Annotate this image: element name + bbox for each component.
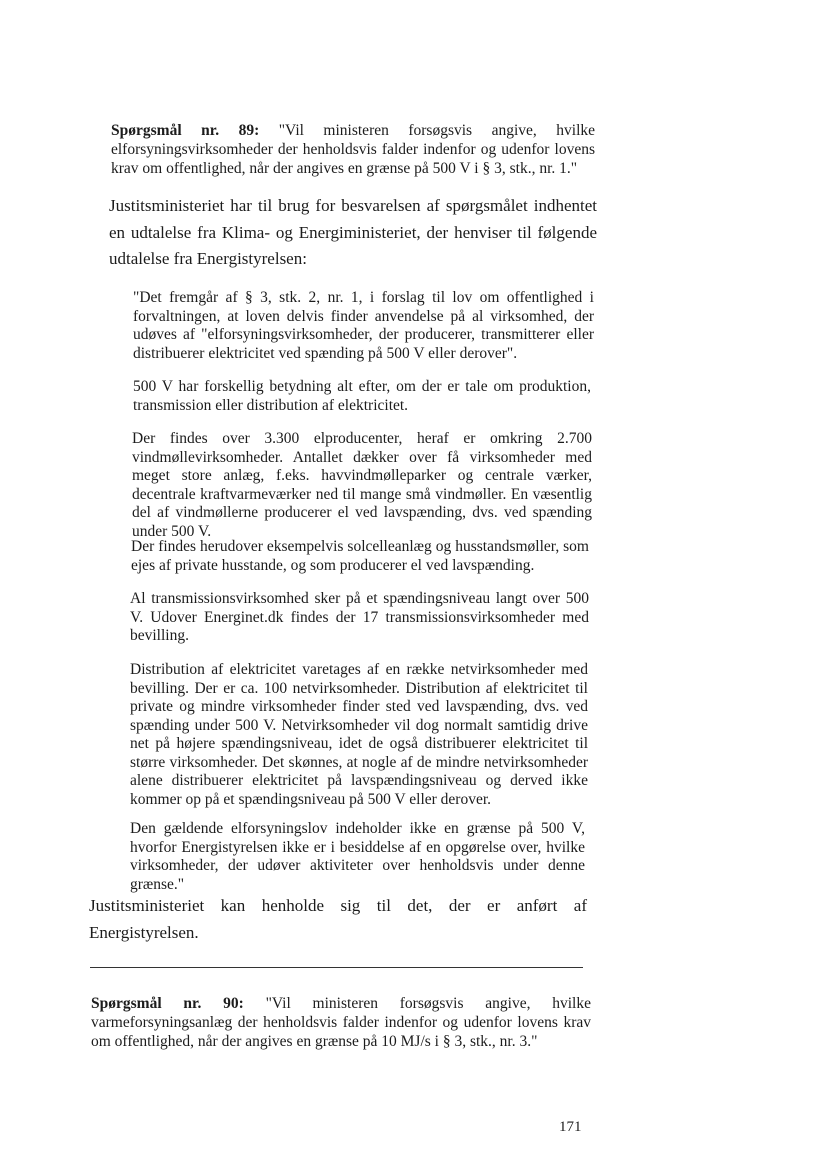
quote-paragraph: Distribution af elektricitet varetages af en række netvirksomheder med bevilling. Der er ca. 100 netvirksomheder. Distribution af elektricitet til private og mindre virksomheder finder sted ved lavspænding, dvs. ved spænding under 500 V. Netvirksomheder vil dog normalt samtidig drive net på højere spændingsniveau, idet de også distribuerer elektricitet til større virksomheder. Det skønnes, at nogle af de mindre netvirksomheder alene distribuerer elektricitet på lavspændingsniveau og derved ikke kommer op på et spændingsniveau på 500 V eller derover. <box>130 661 588 808</box>
question-90 <box>91 994 591 1051</box>
quote-paragraph: Der findes over 3.300 elproducenter, heraf er omkring 2.700 vindmøllevirksomheder. Antallet dækker over få virksomheder med meget store anlæg, f.eks. havvindmølleparker og centrale værker, decentrale kraftvarmeværker ned til mange små vindmøller. En væsentlig del af vindmøllerne producerer el ved lavspænding, dvs. ved spænding under 500 V. <box>132 430 592 540</box>
question-90-label: Spørgsmål nr. 90: <box>91 995 244 1012</box>
section-divider <box>90 967 583 968</box>
answer-intro: Justitsministeriet har til brug for besvarelsen af spørgsmålet indhentet en udtalelse fra Klima- og Energiministeriet, der henviser til følgende udtalelse fra Energistyrelsen: <box>109 196 597 268</box>
quote-paragraph: Der findes herudover eksempelvis solcelleanlæg og husstandsmøller, som ejes af private husstande, og som producerer el ved lavspænding. <box>131 538 589 574</box>
quote-paragraph: 500 V har forskellig betydning alt efter, om der er tale om produktion, transmission eller distribution af elektricitet. <box>133 378 591 414</box>
page-number: 171 <box>559 1119 582 1135</box>
question-89-label: Spørgsmål nr. 89: <box>111 122 260 139</box>
quote-paragraph: Al transmissionsvirksomhed sker på et spændingsniveau langt over 500 V. Udover Energinet.dk findes der 17 transmissionsvirksomheder med bevilling. <box>130 590 589 644</box>
quote-paragraph: "Det fremgår af § 3, stk. 2, nr. 1, i forslag til lov om offentlighed i forvaltningen, at loven delvis finder anvendelse på al virksomhed, der udøves af "elforsyningsvirksomheder, der producerer, transmitterer eller distribuerer elektricitet ved spænding på 500 V eller derover". <box>133 289 594 362</box>
answer-conclusion: Justitsministeriet kan henholde sig til det, der er anført af Energistyrelsen. <box>89 896 587 942</box>
question-89 <box>111 121 595 178</box>
question-90-text: "Vil ministeren forsøgsvis angive, hvilke varmeforsyningsanlæg der henholdsvis falder indenfor og udenfor lovens krav om offentlighed, når der angives en grænse på 10 MJ/s i § 3, stk., nr. 3." <box>91 995 591 1050</box>
quote-paragraph: Den gældende elforsyningslov indeholder ikke en grænse på 500 V, hvorfor Energistyrelsen ikke er i besiddelse af en opgørelse over, hvilke virksomheder, der udøver aktiviteter over henholdsvis under denne grænse." <box>130 820 585 893</box>
question-89-text: "Vil ministeren forsøgsvis angive, hvilke elforsyningsvirksomheder der henholdsvis falder indenfor og udenfor lovens krav om offentlighed, når der angives en grænse på 500 V i § 3, stk., nr. 1." <box>111 122 596 177</box>
